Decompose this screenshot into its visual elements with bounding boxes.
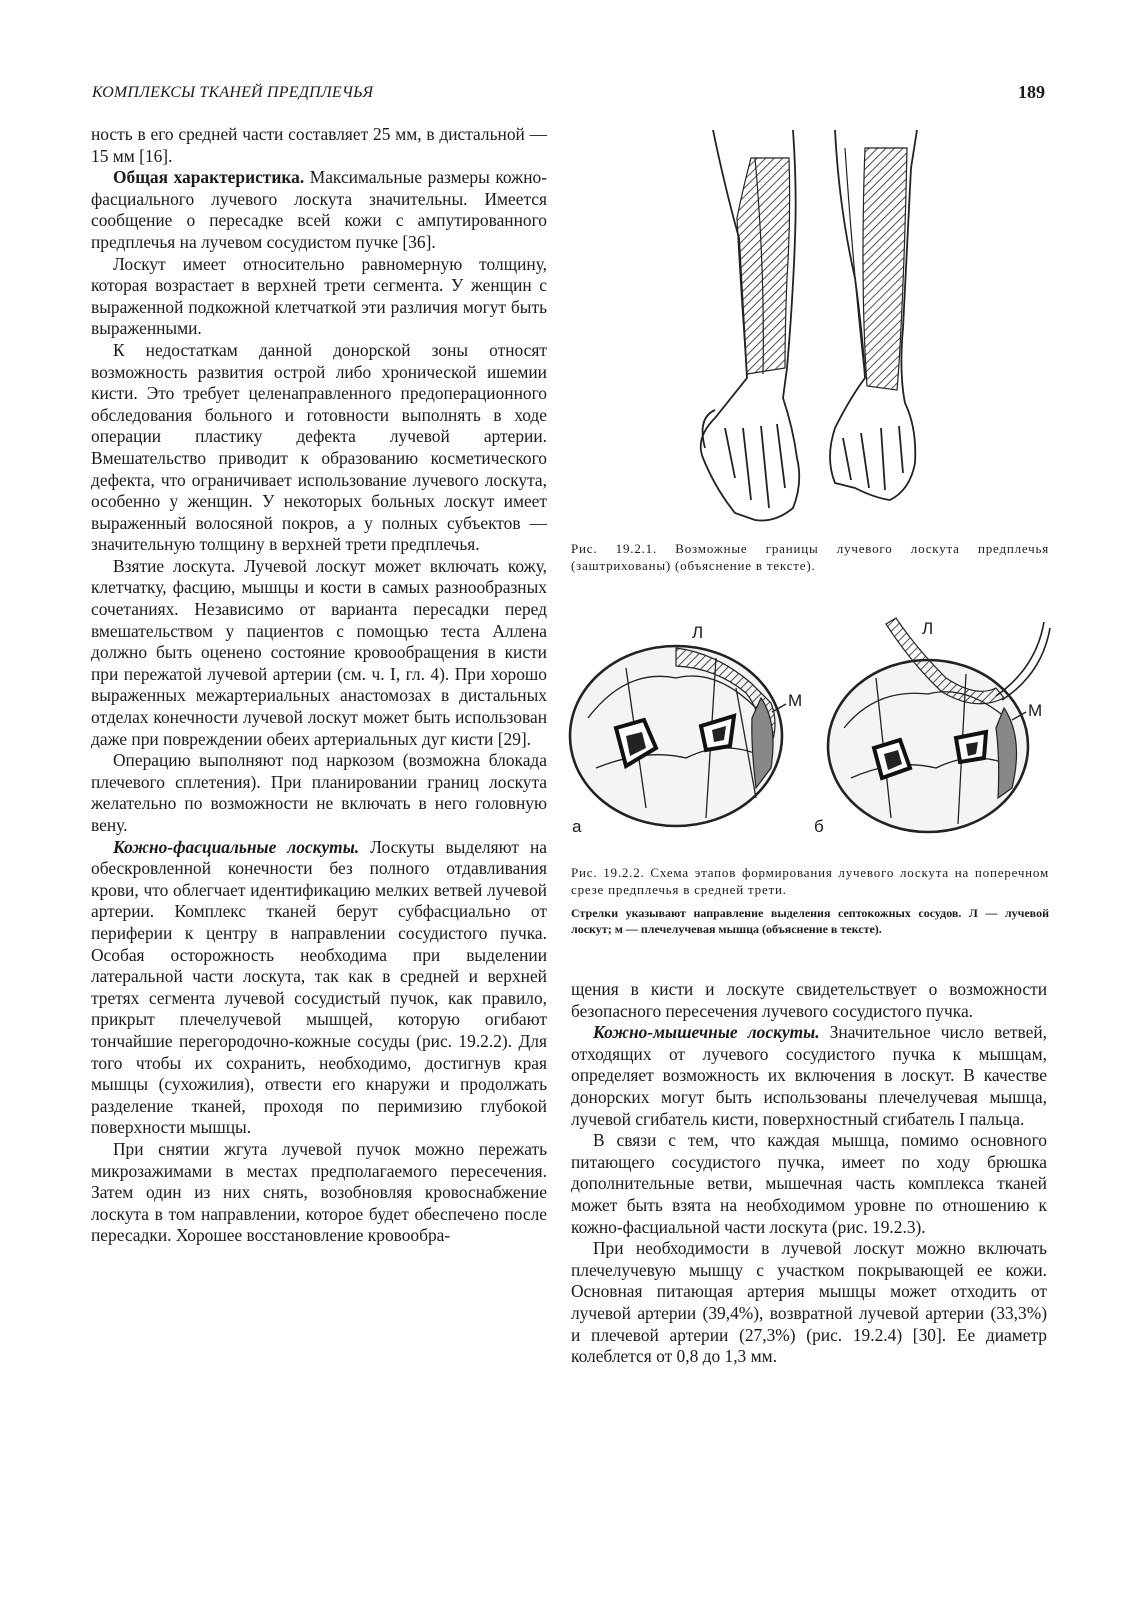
figure-note: Стрелки указывают направление выделения септокожных сосудов. Л — лучевой лоскут; м — плечелучевая мышца (объяснение в тексте). xyxy=(571,906,1049,936)
right-flap-hatched-area xyxy=(863,148,907,390)
paragraph: Лоскут имеет относительно равномерную толщину, которая возрастает в верхней трети сегмента. У женщин с выраженной подкожной клетчаткой эти различия могут быть выраженными. xyxy=(91,253,547,339)
paragraph: ность в его средней части составляет 25 мм, в дистальной — 15 мм [16]. xyxy=(91,124,547,166)
label-muscle-b: М xyxy=(1028,701,1043,720)
paragraph-text: Максимальные размеры кожно-фасциального лучевого лоскута значительны. Имеется сообщение о пересадке всей кожи с ампутированного предплечья на лучевом сосудистом пучке [36]. xyxy=(91,167,547,252)
label-a: а xyxy=(572,817,582,836)
label-flap-b: Л xyxy=(922,619,934,638)
paragraph-text: Значительное число ветвей, отходящих от лучевого сосудистого пучка к мышцам, определяет возможность их включения в лоскут. В качестве донорских могут быть использованы плечелучевая мышца, лучевой сгибатель кисти, поверхностный сгибатель I пальца. xyxy=(571,1022,1047,1129)
page-number: 189 xyxy=(1018,82,1045,102)
label-b: б xyxy=(814,817,824,836)
paragraph-text: Лоскуты выделяют на обескровленной конечности без полного отдавливания крови, что облегчает идентификацию мелких ветвей лучевой артерии. Комплекс тканей берут субфасциально от периферии к центру в направлении сосудистого пучка. Особая осторожность необходима при выделении латеральной части лоскута, так как в средней и верхней третях сегмента лучевой сосудистый пучок, как правило, прикрыт плечелучевой мышцей, которую огибают тончайшие перегородочно-кожные сосуды (рис. 19.2.2). Для того чтобы их сохранить, необходимо, достигнув края мышцы (сухожилия), отвести его кнаружи и продолжать разделение тканей, проходя по перимизию глубокой поверхности мышцы. xyxy=(91,836,547,1138)
running-title: КОМПЛЕКСЫ ТКАНЕЙ ПРЕДПЛЕЧЬЯ xyxy=(92,84,374,101)
right-column xyxy=(571,979,1047,1368)
label-flap-a: Л xyxy=(692,623,704,642)
figure-caption: Рис. 19.2.1. Возможные границы лучевого лоскута предплечья (заштрихованы) (объяснение в тексте). xyxy=(571,541,1049,573)
figure-caption: Рис. 19.2.2. Схема этапов формирования лучевого лоскута на поперечном срезе предплечья в средней трети. xyxy=(571,865,1049,897)
left-column xyxy=(91,124,547,1247)
paragraph xyxy=(91,167,547,253)
paragraph: Операцию выполняют под наркозом (возможна блокада плечевого сплетения). При планировании границ лоскута желательно по возможности не включать в него головную вену. xyxy=(91,750,547,835)
section-heading: Общая характеристика. xyxy=(113,167,305,188)
subsection-heading: Кожно-мышечные лоскуты. xyxy=(593,1022,820,1043)
cross-section-b xyxy=(814,618,1050,836)
paragraph: Взятие лоскута. Лучевой лоскут может включать кожу, клетчатку, фасцию, мышцы и кости в самых разнообразных сочетаниях. Независимо от варианта пересадки перед вмешательством у пациентов с помощью теста Аллена должно быть оценено состояние кровообращения в кисти при пережатой лучевой артерии (см. ч. I, гл. 4). При хорошо выраженных межартериальных анастомозах в дистальных отделах конечности лучевой лоскут может быть использован даже при повреждении обеих артериальных дуг кисти [29]. xyxy=(91,555,547,749)
paragraph: В связи с тем, что каждая мышца, помимо основного питающего сосудистого пучка, имеет по ходу брюшка дополнительные ветви, мышечная часть комплекса тканей может быть взята на необходимом уровне по отношению к кожно-фасциальной части лоскута (рис. 19.2.3). xyxy=(571,1130,1047,1237)
paragraph xyxy=(91,837,547,1139)
figure-forearms-illustration xyxy=(685,128,1015,526)
paragraph: К недостаткам данной донорской зоны относят возможность развития острой либо хронической ишемии кисти. Это требует целенаправленного предоперационного обследования больного и готовности выполнять в ходе операции пластику дефекта лучевой артерии. Вмешательство приводит к образованию косметического дефекта, что ограничивает использование лучевого лоскута, особенно у женщин. У некоторых больных лоскут имеет выраженный волосяной покров, а у полных субъектов — значительную толщину в верхней трети предплечья. xyxy=(91,339,547,555)
figure-cross-sections-diagram xyxy=(566,608,1052,838)
subsection-heading: Кожно-фасциальные лоскуты. xyxy=(113,836,360,857)
cross-section-a xyxy=(570,623,802,836)
paragraph xyxy=(571,1022,1047,1130)
paragraph: щения в кисти и лоскуте свидетельствует о возможности безопасного пересечения лучевого сосудистого пучка. xyxy=(571,979,1047,1021)
paragraph: При снятии жгута лучевой пучок можно пережать микрозажимами в местах предполагаемого пересечения. Затем один из них снять, возобновляя кровоснабжение лоскута в том направлении, которое будет обеспечено после пересадки. Хорошее восстановление кровообра- xyxy=(91,1138,547,1246)
label-muscle-a: М xyxy=(788,691,803,710)
paragraph: При необходимости в лучевой лоскут можно включать плечелучевую мышцу с участком покрывающей ее кожи. Основная питающая артерия мышцы может отходить от лучевой артерии (39,4%), возвратной лучевой артерии (33,3%) и плечевой артерии (27,3%) (рис. 19.2.4) [30]. Ее диаметр колеблется от 0,8 до 1,3 мм. xyxy=(571,1238,1047,1367)
